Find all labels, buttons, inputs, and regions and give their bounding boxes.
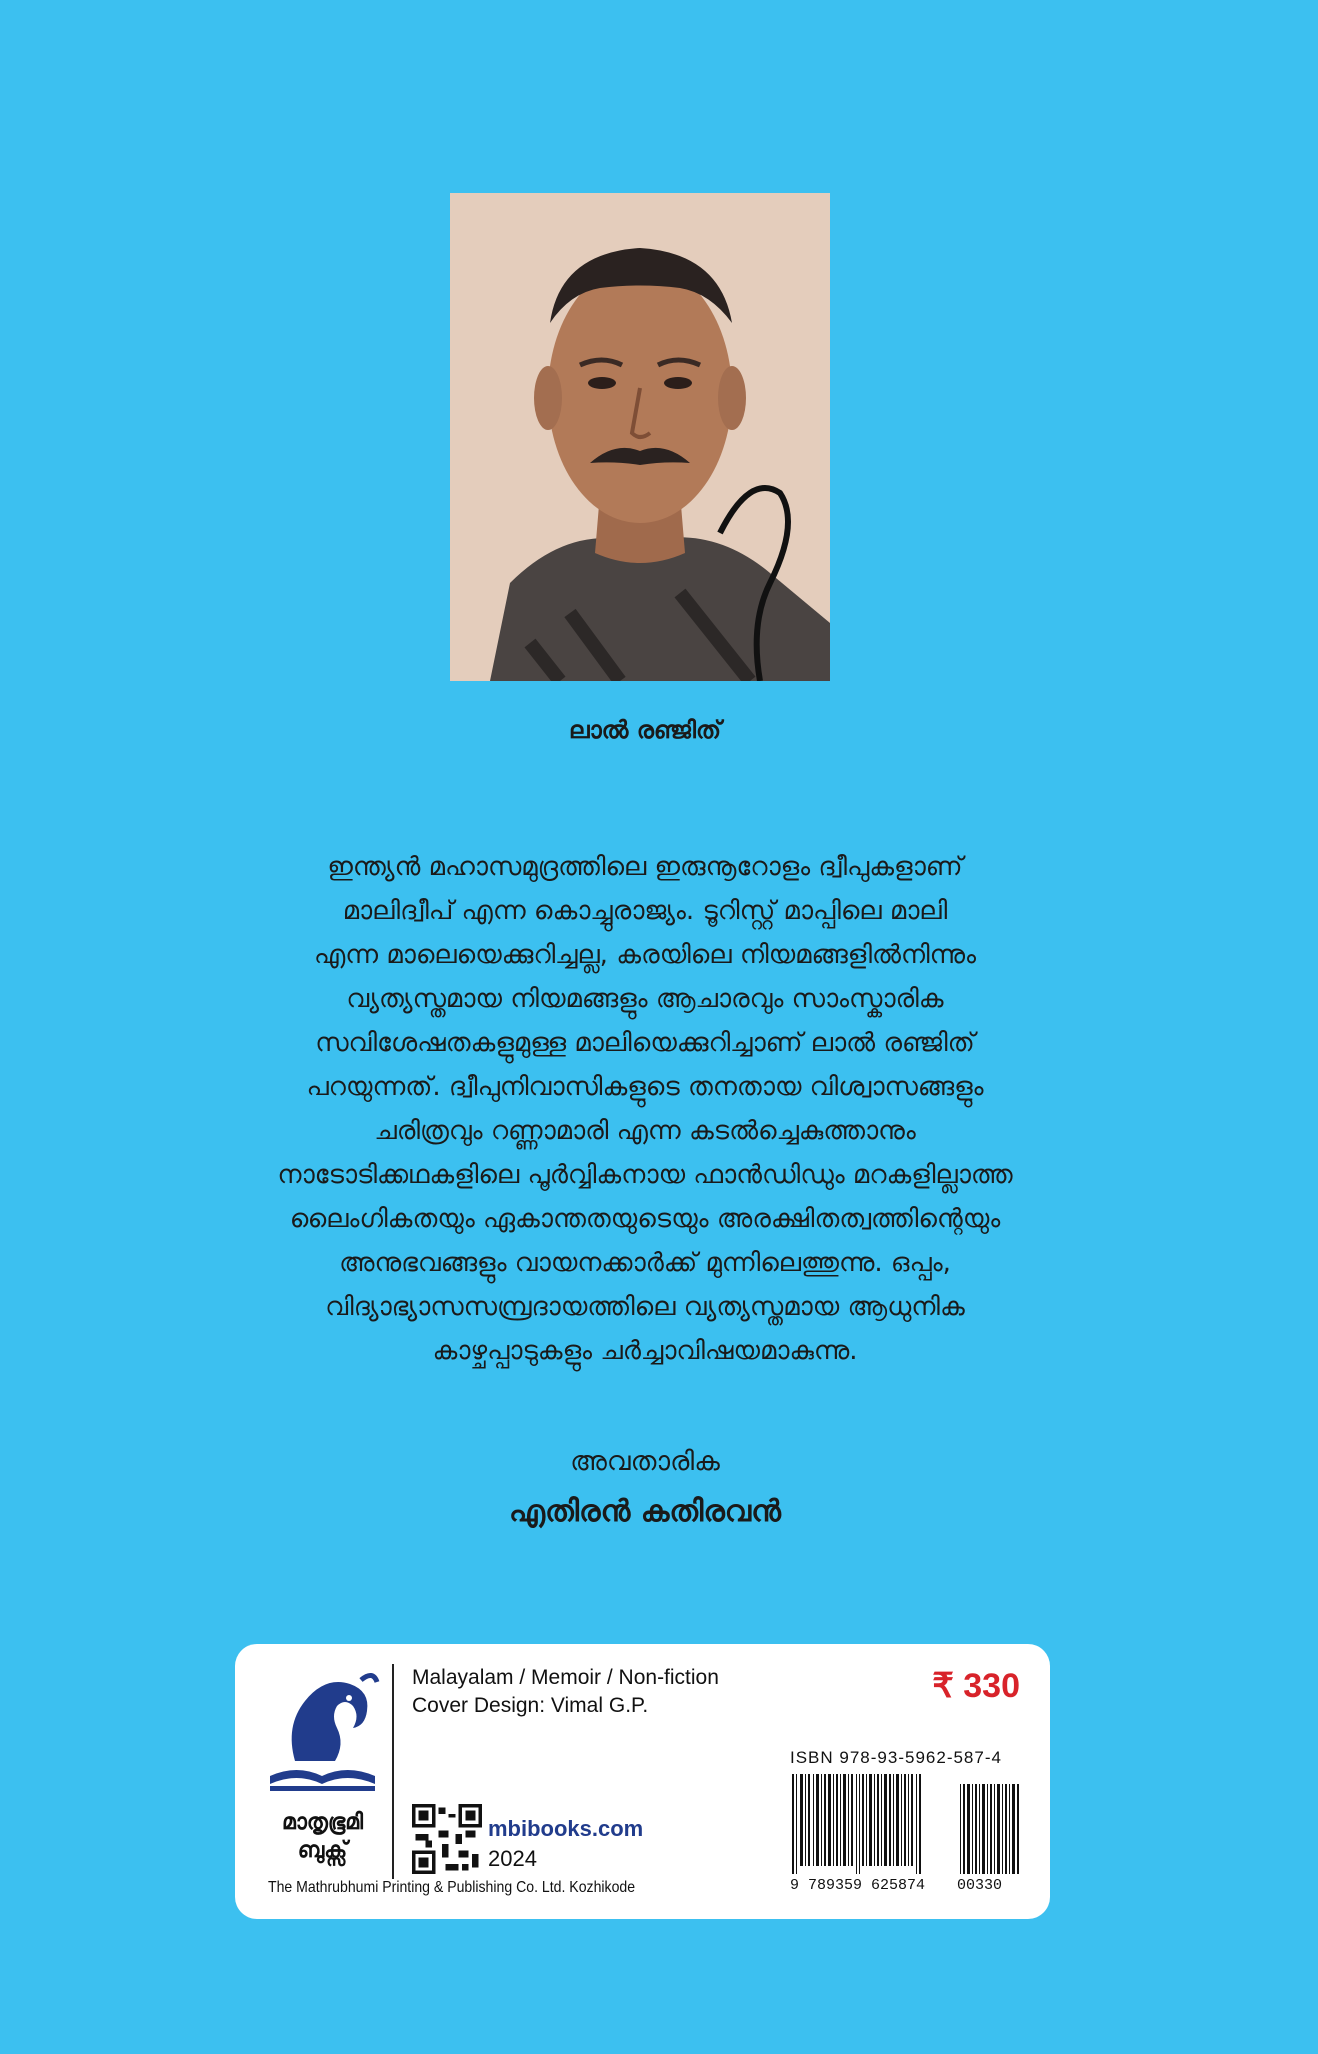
author-name: ലാൽ രഞ്ജിത് [568, 716, 722, 744]
blurb-line: ഇന്ത്യൻ മഹാസമുദ്രത്തിലെ ഇരുനൂറോളം ദ്വീപുകളാണ് [327, 852, 963, 882]
publisher-logo-text [265, 1809, 380, 1865]
blurb-text [150, 845, 1140, 1373]
website-link[interactable]: mbibooks.com [488, 1816, 644, 1841]
author-portrait-image [450, 193, 830, 681]
barcode-icon [790, 1774, 1022, 1874]
introduction-author: എതിരൻ കതിരവൻ [509, 1494, 781, 1529]
blurb-line: എന്ന മാലെയെക്കുറിച്ചല്ല, കരയിലെ നിയമങ്ങളിൽനിന്നും [314, 940, 976, 970]
qr-code-icon [412, 1804, 482, 1874]
blurb-line: അനുഭവങ്ങളും വായനക്കാർക്ക് മുന്നിലെത്തുന്നു. ഒപ്പം, [339, 1248, 951, 1278]
publisher-imprint: The Mathrubhumi Printing & Publishing Co. Ltd. Kozhikode [268, 1879, 636, 1896]
introduction-label: അവതാരിക [570, 1446, 720, 1477]
publisher-info-box [235, 1644, 1050, 1919]
blurb-line: ചരിത്രവും റണ്ണാമാരി എന്ന കടൽച്ചെകുത്താനും [374, 1116, 916, 1146]
isbn-text: ISBN 978-93-5962-587-4 [790, 1748, 1002, 1767]
author-photo [450, 193, 830, 681]
blurb-line: വ്യത്യസ്തമായ നിയമങ്ങളും ആചാരവും സാംസ്കാരിക [346, 984, 944, 1014]
barcode-number: 9 789359 625874 [790, 1877, 926, 1894]
barcode-addon-number: 00330 [957, 1877, 1003, 1894]
blurb-line: മാലിദ്വീപ് എന്ന കൊച്ചുരാജ്യം. ടൂറിസ്റ്റ് മാപ്പിലെ മാലി [342, 896, 948, 926]
elephant-book-logo-icon [265, 1666, 380, 1796]
blurb-line: വിദ്യാഭ്യാസസമ്പ്രദായത്തിലെ വ്യത്യസ്തമായ ആധുനിക [325, 1292, 965, 1322]
publication-year: 2024 [488, 1846, 537, 1871]
cover-design-credit: Cover Design: Vimal G.P. [412, 1694, 649, 1717]
blurb-line: നാടോടിക്കഥകളിലെ പൂർവ്വികനായ ഫാൻഡിഡും മറകളില്ലാത്ത [277, 1160, 1013, 1190]
blurb-line: ലൈംഗികതയും ഏകാന്തതയുടെയും അരക്ഷിതത്വത്തിന്റെയും [289, 1204, 1001, 1234]
price-label: ₹ 330 [932, 1667, 1020, 1705]
genre-text: Malayalam / Memoir / Non-fiction [412, 1666, 719, 1689]
vertical-divider [392, 1664, 394, 1879]
blurb-line: സവിശേഷതകളുമുള്ള മാലിയെക്കുറിച്ചാണ് ലാൽ രഞ്ജിത് [315, 1028, 975, 1058]
blurb-line: പറയുന്നത്. ദ്വീപുനിവാസികളുടെ തനതായ വിശ്വാസങ്ങളും [306, 1072, 984, 1102]
blurb-line: കാഴ്ചപ്പാടുകളും ചർച്ചാവിഷയമാകുന്നു. [432, 1336, 858, 1366]
publisher-logo-line1: മാതൃഭൂമി [281, 1810, 364, 1835]
publisher-logo-line2: ബുക്സ് [297, 1838, 348, 1863]
